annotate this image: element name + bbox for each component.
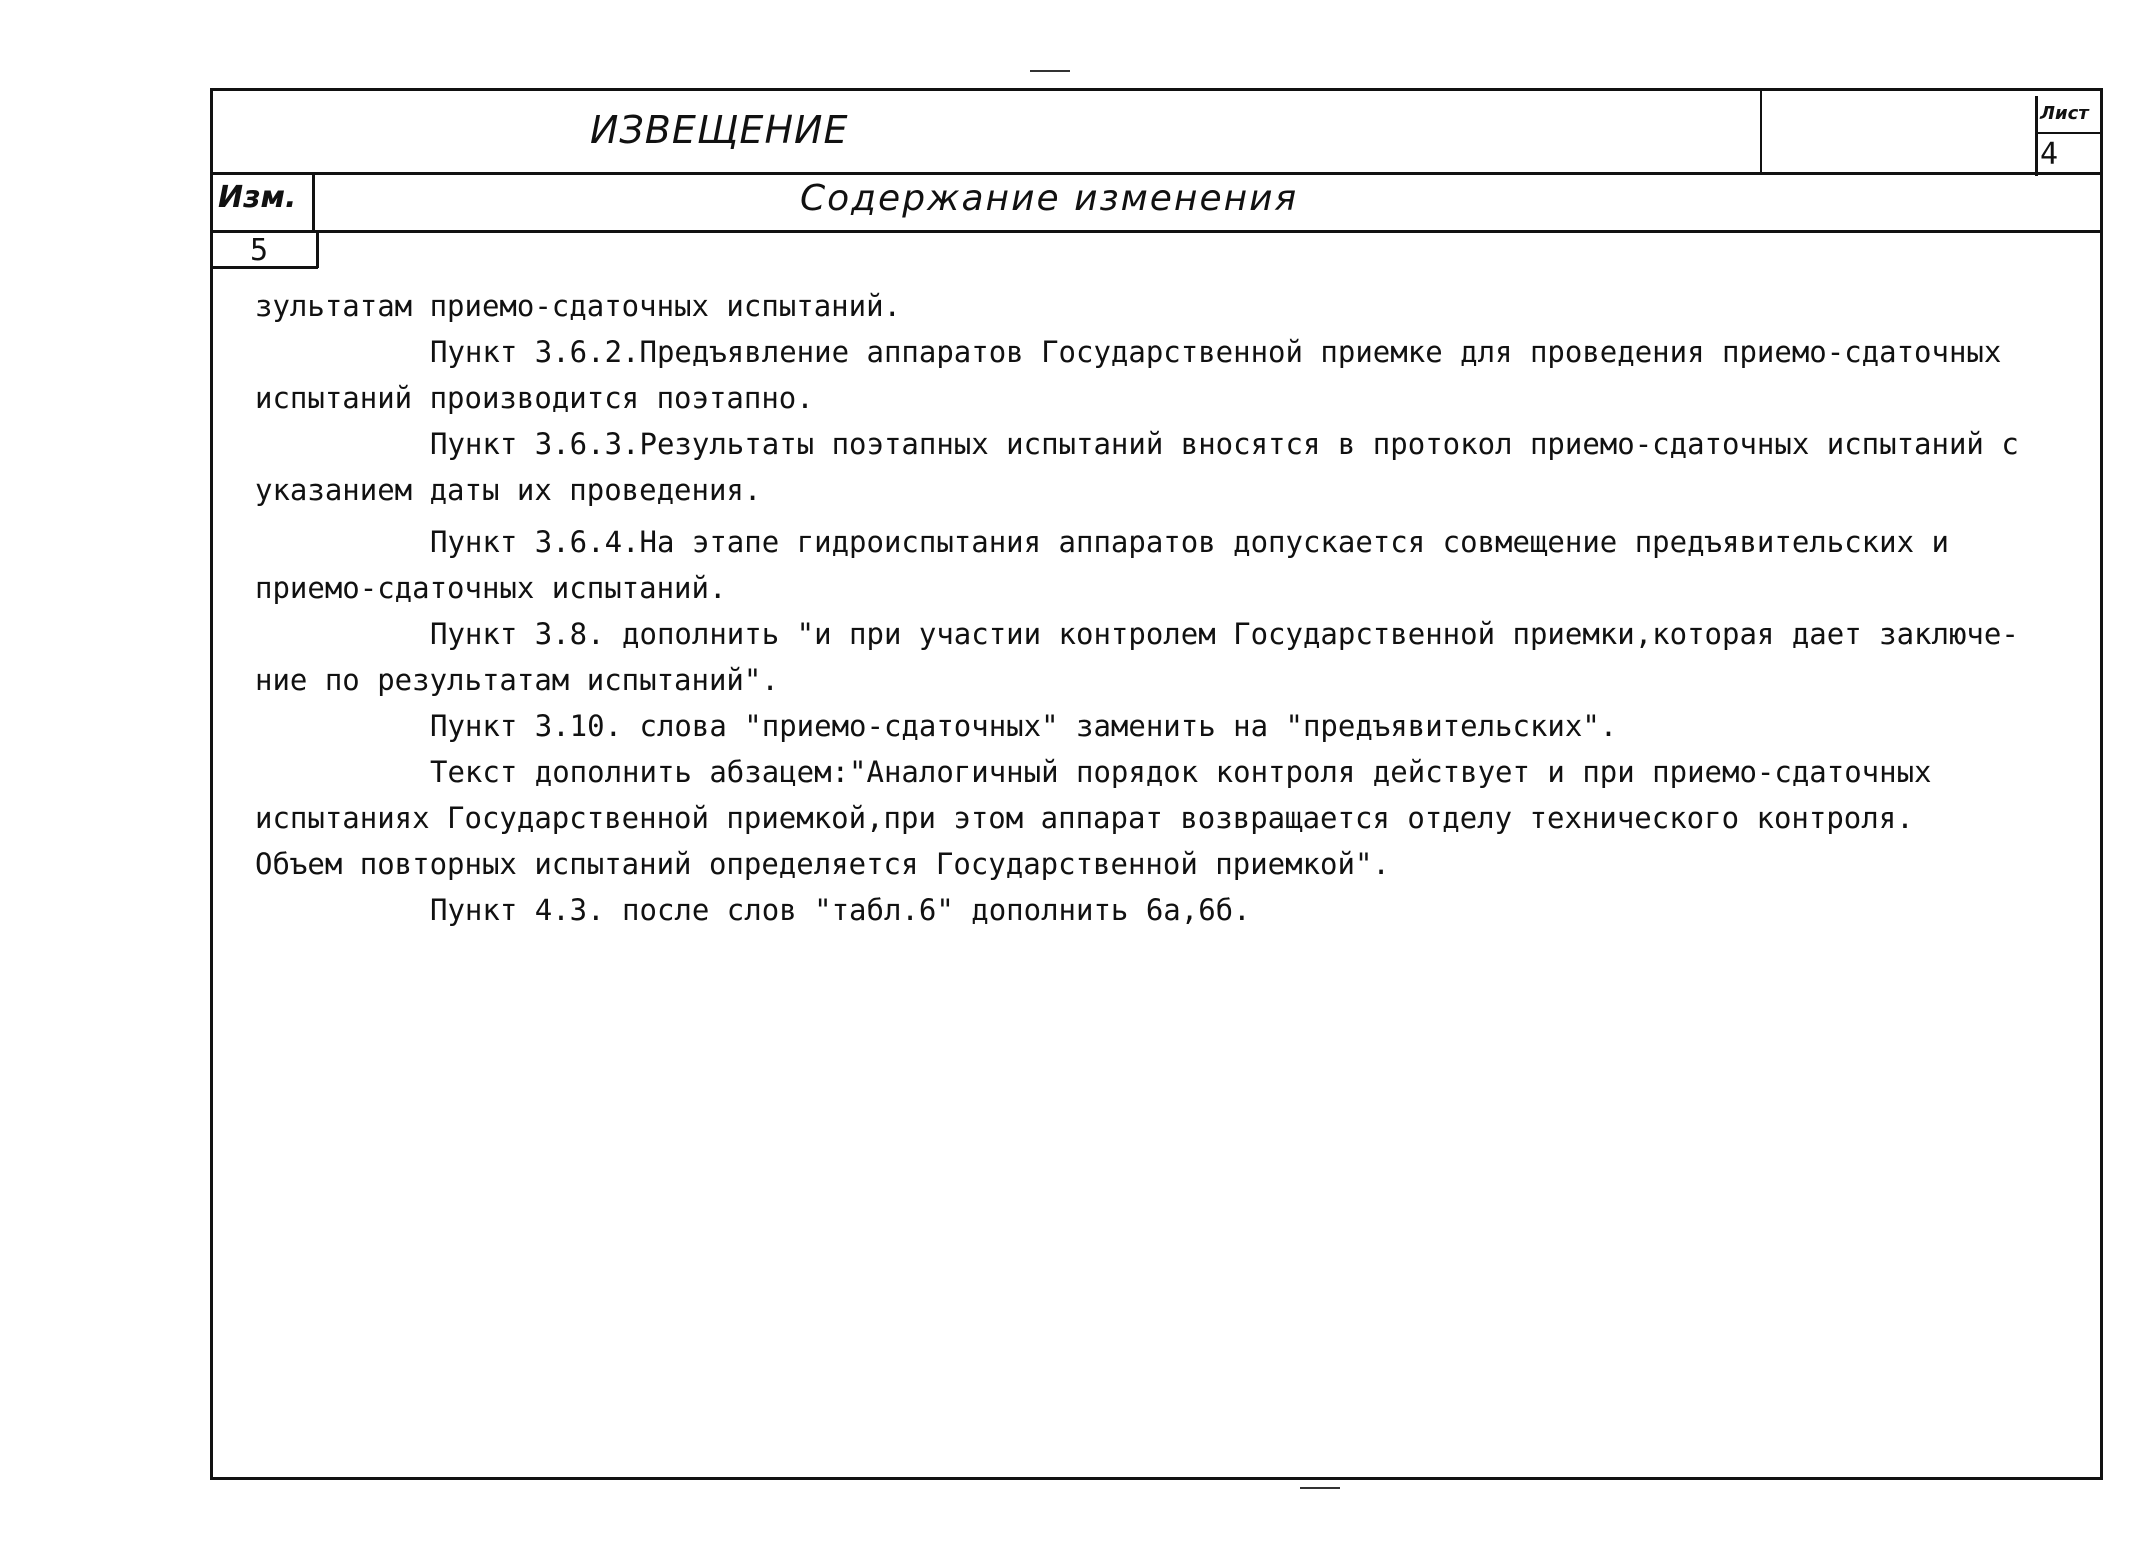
body-line: указанием даты их проведения. [255,473,762,507]
body-line: Пункт 3.10. слова "приемо-сдаточных" заменить на "предъявительских". [430,709,1618,743]
body-line: испытаний производится поэтапно. [255,381,814,415]
izm-cell-right-border [312,172,315,232]
body-line: Пункт 3.8. дополнить "и при участии контролем Государственной приемки,которая дает заключе- [430,617,2019,651]
body-line: Пункт 4.3. после слов "табл.6" дополнить 6а,6б. [430,893,1251,927]
sheet-cell-left-border [1760,88,1762,174]
body-line: зультатам приемо-сдаточных испытаний. [255,289,902,323]
notice-title: ИЗВЕЩЕНИЕ [590,108,849,152]
body-line: Пункт 3.6.3.Результаты поэтапных испытаний вносятся в протокол приемо-сдаточных испытаний с [430,427,2019,461]
body-line: Пункт 3.6.4.На этапе гидроиспытания аппаратов допускается совмещение предъявительских и [430,525,1949,559]
sheet-label: Лист [2040,103,2089,124]
scan-mark [1300,1487,1340,1489]
body-line: Пункт 3.6.2.Предъявление аппаратов Государственной приемке для проведения приемо-сдаточных [430,335,2002,369]
izm-number-box-right [316,230,319,268]
body-text [255,283,2095,933]
body-line: Объем повторных испытаний определяется Государственной приемкой". [255,847,1390,881]
scan-mark [1030,70,1070,72]
sheet-box-divider [2035,132,2103,134]
body-line: ние по результатам испытаний". [255,663,779,697]
subheader-divider [210,230,2103,233]
body-line: приемо-сдаточных испытаний. [255,571,727,605]
sheet-number: 4 [2040,137,2059,172]
content-title: Содержание изменения [800,178,1299,219]
body-line: Текст дополнить абзацем:"Аналогичный порядок контроля действует и при приемо-сдаточных [430,755,1932,789]
change-number: 5 [250,233,269,268]
header-divider [210,172,2103,175]
change-label: Изм. [218,180,297,215]
sheet-box-left-border [2035,96,2038,176]
body-line: испытаниях Государственной приемкой,при этом аппарат возвращается отделу технического контроля. [255,801,1914,835]
